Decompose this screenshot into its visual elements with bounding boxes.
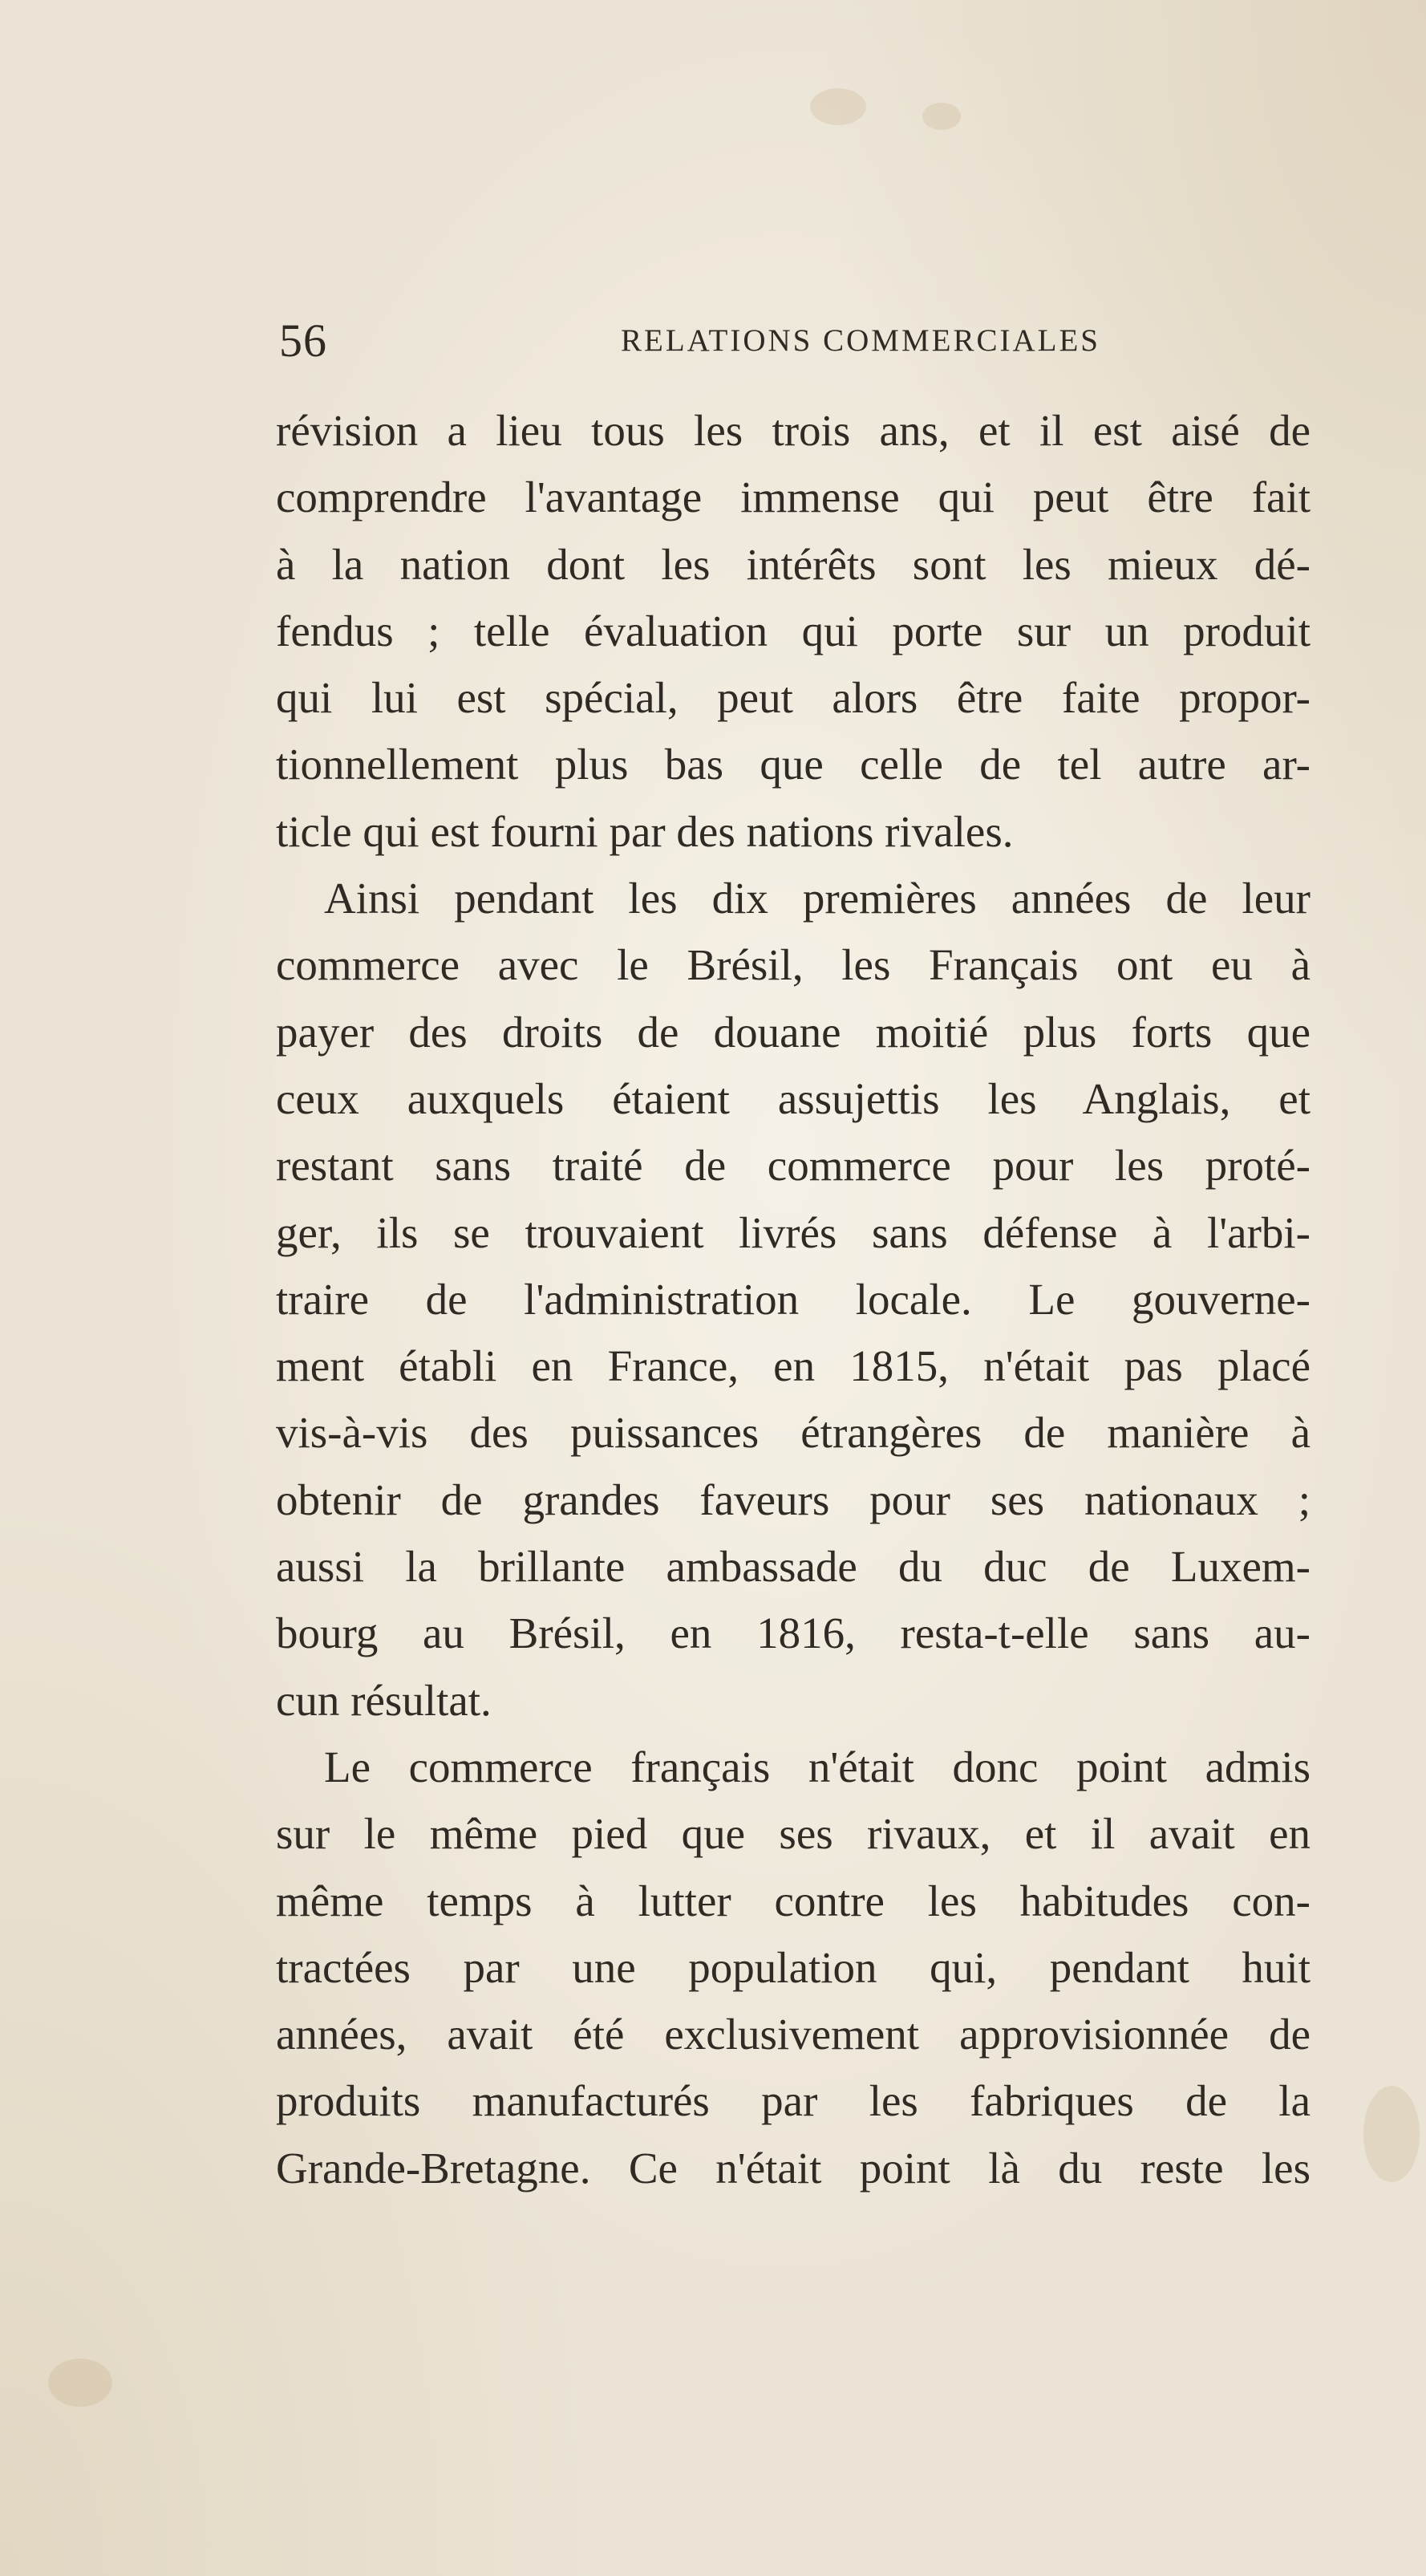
paper-stain — [810, 88, 866, 125]
text-line: tionnellement plus bas que celle de tel autre ar- — [276, 740, 1311, 789]
text-line: ceux auxquels étaient assujettis les Anglais, et — [276, 1073, 1311, 1123]
page-number: 56 — [279, 314, 327, 367]
text-line: payer des droits de douane moitié plus forts que — [276, 1007, 1311, 1057]
text-line: ticle qui est fourni par des nations rivales. — [276, 806, 1014, 856]
text-line: comprendre l'avantage immense qui peut être fait — [276, 473, 1311, 522]
text-line: Le commerce français n'était donc point admis — [324, 1742, 1311, 1791]
text-line: ger, ils se trouvaient livrés sans défense à l'arbi- — [276, 1207, 1311, 1257]
text-line: même temps à lutter contre les habitudes con- — [276, 1876, 1311, 1925]
text-line: cun résultat. — [276, 1675, 492, 1725]
text-line: révision a lieu tous les trois ans, et il est aisé de — [276, 406, 1311, 455]
text-line: bourg au Brésil, en 1816, resta-t-elle sans au- — [276, 1608, 1311, 1658]
text-line: vis-à-vis des puissances étrangères de manière à — [276, 1408, 1311, 1458]
text-line: à la nation dont les intérêts sont les mieux dé- — [276, 539, 1311, 589]
text-line: obtenir de grandes faveurs pour ses nationaux ; — [276, 1475, 1311, 1524]
text-line: années, avait été exclusivement approvisionnée de — [276, 2010, 1311, 2059]
page-header — [279, 305, 1314, 377]
text-line: qui lui est spécial, peut alors être faite propor- — [276, 673, 1311, 723]
text-line: Grande-Bretagne. Ce n'était point là du reste les — [276, 2143, 1311, 2193]
paper-stain — [922, 103, 961, 130]
paper-stain — [48, 2359, 112, 2407]
text-line: tractées par une population qui, pendant huit — [276, 1942, 1311, 1992]
text-line: traire de l'administration locale. Le gouverne- — [276, 1274, 1311, 1324]
paper-stain — [1363, 2086, 1420, 2182]
text-line: restant sans traité de commerce pour les proté- — [276, 1141, 1311, 1191]
body-text — [276, 397, 1311, 2201]
text-line: sur le même pied que ses rivaux, et il avait en — [276, 1809, 1311, 1859]
text-line: produits manufacturés par les fabriques de la — [276, 2076, 1311, 2126]
text-line: ment établi en France, en 1815, n'était pas placé — [276, 1341, 1311, 1391]
text-line: commerce avec le Brésil, les Français ont eu à — [276, 940, 1311, 990]
text-line: aussi la brillante ambassade du duc de Luxem- — [276, 1542, 1311, 1592]
text-line: Ainsi pendant les dix premières années de leur — [324, 874, 1311, 923]
running-title: RELATIONS COMMERCIALES — [621, 323, 1100, 358]
text-line: fendus ; telle évaluation qui porte sur un produit — [276, 606, 1311, 655]
